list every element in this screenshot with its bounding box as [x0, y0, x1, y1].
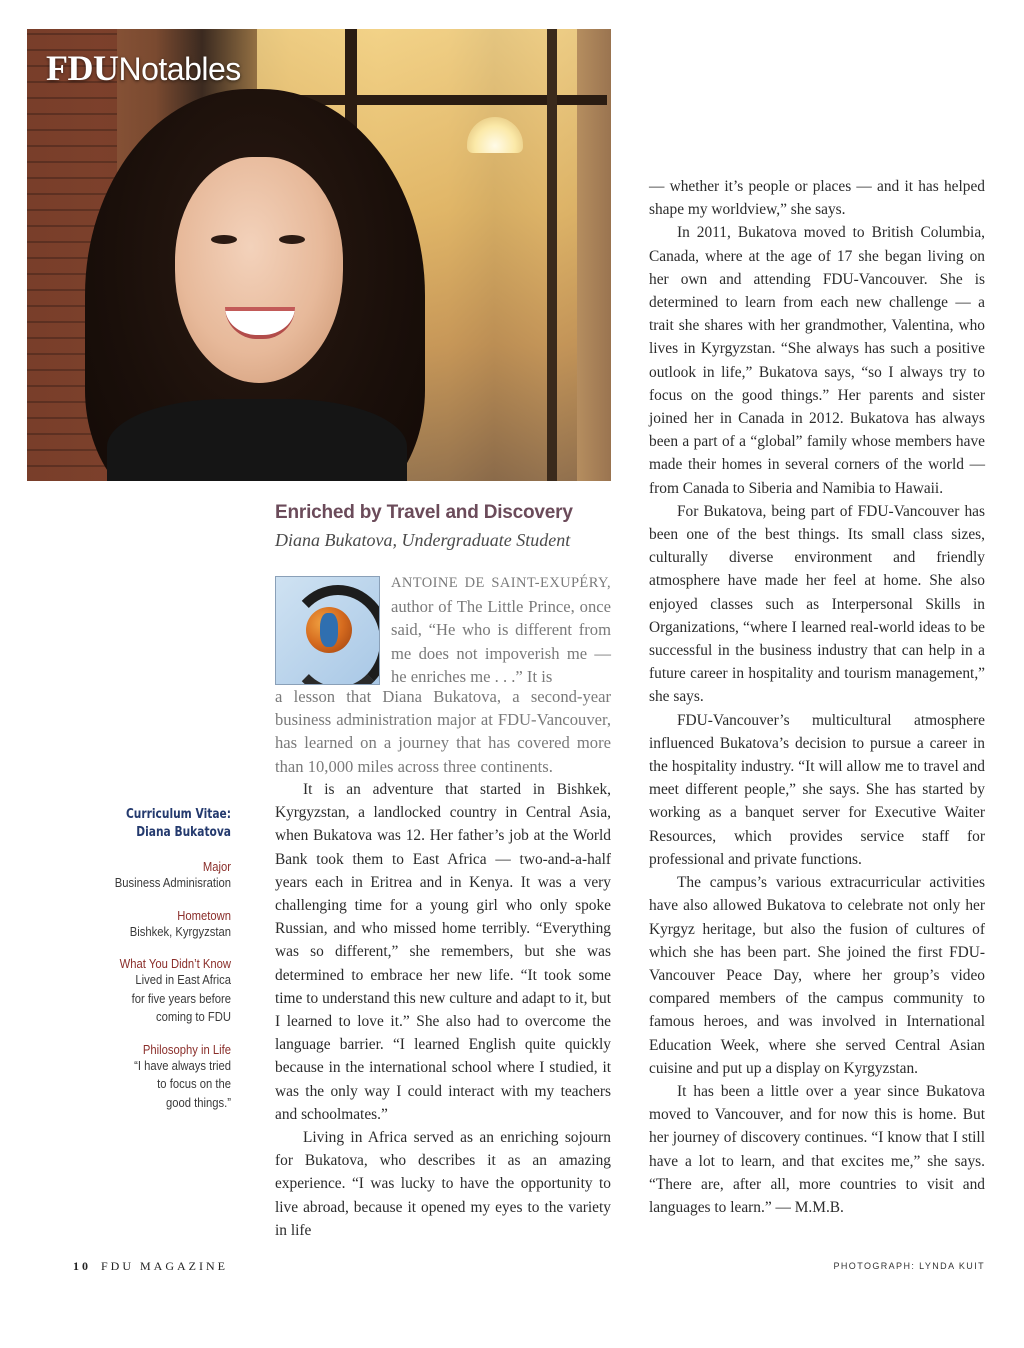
article-header	[275, 502, 611, 551]
article-title: Enriched by Travel and Discovery	[275, 502, 573, 523]
face	[175, 157, 343, 383]
major-value: Business Adminisration	[114, 876, 231, 890]
body-paragraph: For Bukatova, being part of FDU-Vancouver has been one of the best things. Its small class sizes, culturally diverse environment and friendly atmosphere have made her feel at home. She also enjoyed classes such as Interpersonal Skills in Organizations, “where I learned real-world ideas to be successful in the business industry that can help in a future career in hospitality and tourism management,” she says.	[649, 502, 985, 706]
body-column-right	[649, 175, 985, 1219]
photo-credit: PHOTOGRAPH: LYNDA KUIT	[833, 1261, 985, 1271]
body-paragraph: FDU-Vancouver’s multicultural atmosphere influenced Bukatova’s decision to pursue a career in the hospitality industry. “It will allow me to travel and meet different people,” she says. She has started by working as a banquet server for Executive Waiter Resources, which provides service staff for professional and private functions.	[649, 711, 985, 868]
lead-paragraph	[391, 570, 611, 688]
lead-paragraph-continued: a lesson that Diana Bukatova, a second-year business administration major at FDU-Vancouver, has learned on a journey that has covered more than 10,000 miles across three continents.	[275, 687, 611, 776]
globe-emblem-icon	[275, 576, 380, 685]
body-paragraph: It is an adventure that started in Bishkek, Kyrgyzstan, a landlocked country in Central Asia, when Bukatova was 12. Her father’s job at the World Bank took them to East Africa — two-and-a-half years each in Eritrea and in Kenya. It was a very challenging time for a young girl who only spoke Russian, and who missed home terribly. “Everything was so different,” she remembers, but she was determined to embrace her new life. “It took some time to understand this new culture and adapt to it, but I learned to love it.” She also had to overcome the language barrier. “I learned English quite quickly because in the international school where I studied, it was the only way I could interact with my teachers and schoolmates.”	[275, 781, 611, 1123]
smile	[225, 307, 295, 339]
footer-folio	[73, 1259, 228, 1274]
article-byline: Diana Bukatova, Undergraduate Student	[275, 530, 571, 550]
lead-text: author of The Little Prince, once said, “He who is different from me does not impoverish me — he enriches me . . .” It is	[391, 597, 611, 686]
hometown-label: Hometown	[177, 908, 231, 923]
philosophy-value: “I have always tried to focus on the good things.”	[134, 1058, 231, 1110]
hometown-value: Bishkek, Kyrgyzstan	[129, 924, 231, 939]
body-paragraph: Living in Africa served as an enriching sojourn for Bukatova, who describes it as an amazing experience. “I was lucky to have the opportunity to live abroad, because it opened my eyes to the variety in life	[275, 1129, 611, 1239]
didnt-know-value: Lived in East Africa for five years before coming to FDU	[131, 973, 231, 1024]
body-paragraph: The campus’s various extracurricular activities have also allowed Bukatova to celebrate not only her Kyrgyz heritage, but also the fusion of cultures of which she has been part. She joined the first FDU-Vancouver Peace Day, where her group’s video compared members of the campus community to famous heroes, and was involved in International Education Week, where she served Central Asian cuisine and put up a display on Kyrgyzstan.	[649, 874, 985, 1077]
didnt-know-label: What You Didn’t Know	[119, 957, 231, 971]
body-paragraph: It has been a little over a year since Bukatova moved to Vancouver, and for now this is home. But her journey of discovery continues. “I know that I still have a lot to learn, and that excites me,” she says. “There are, after all, more countries to visit and languages to learn.” — M.M.B.	[649, 1082, 985, 1216]
ocean-shape	[320, 613, 338, 647]
page-number: 10	[73, 1259, 91, 1273]
portrait-photo	[27, 29, 611, 481]
body-column-middle	[275, 778, 611, 1242]
philosophy-label: Philosophy in Life	[142, 1042, 231, 1057]
major-label: Major	[202, 860, 231, 874]
magazine-name: FDU MAGAZINE	[101, 1259, 228, 1273]
eye	[279, 235, 305, 244]
section-logo: FDUNotables	[46, 48, 241, 88]
jacket	[107, 399, 407, 481]
body-paragraph: — whether it’s people or places — and it has helped shape my worldview,” she says.	[649, 178, 985, 219]
eye	[211, 235, 237, 244]
window-frame	[547, 29, 557, 481]
cv-sidebar	[71, 806, 231, 1112]
sidebar-heading-name: Diana Bukatova	[136, 825, 231, 840]
body-paragraph: In 2011, Bukatova moved to British Columbia, Canada, where at the age of 17 she began living on her own and attending FDU-Vancouver. She is determined to learn from each new challenge — a trait she shares with her grandmother, Valentina, who lives in Kyrgyzstan. “She always has such a positive outlook in life,” Bukatova says, “so I always try to focus on the good things.” Her parents and sister joined her in Canada in 2012. Bukatova has always been a part of a “global” family whose members have made their homes in several corners of the world — from Canada to Siberia and Namibia to Hawaii.	[649, 224, 985, 497]
lead-caps: ANTOINE DE SAINT-EXUPÉRY,	[391, 575, 611, 591]
sidebar-heading: Curriculum Vitae:	[125, 807, 231, 822]
